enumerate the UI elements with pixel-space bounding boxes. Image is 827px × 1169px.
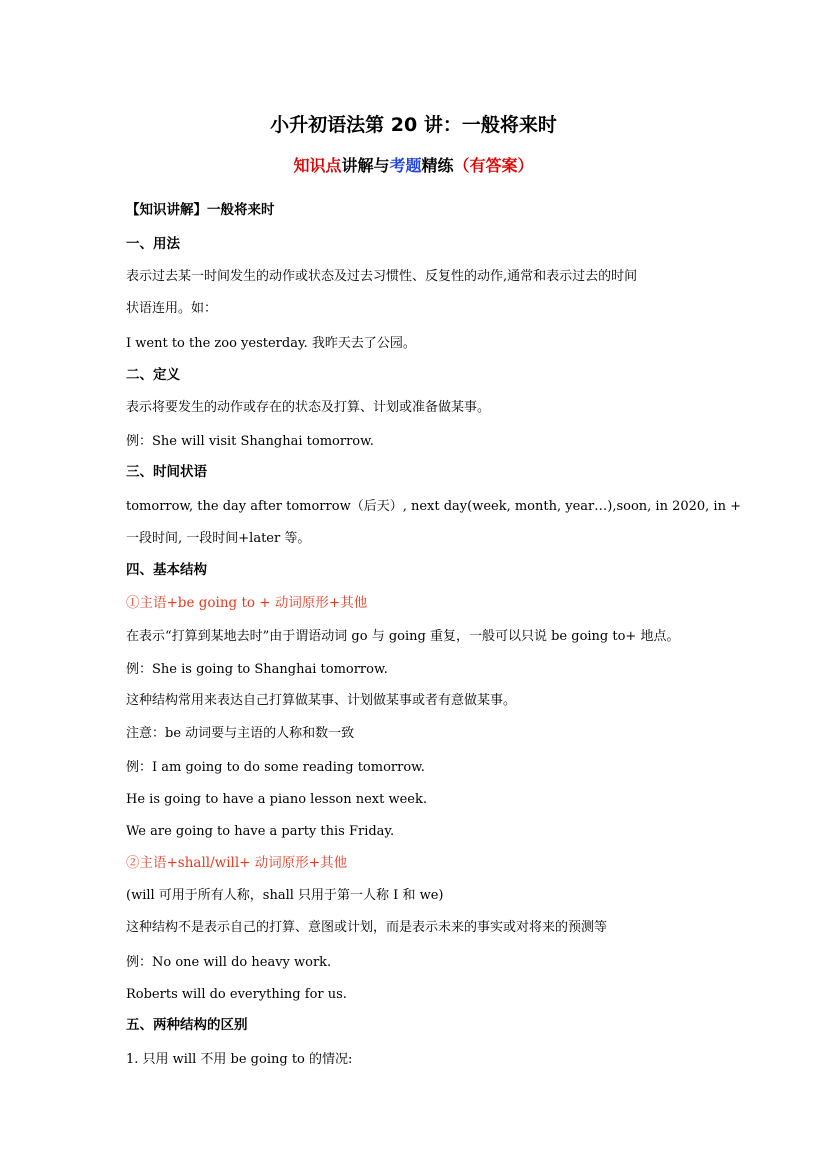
page-subtitle bbox=[0, 154, 827, 178]
subtitle-part-2: 讲解与 bbox=[341, 156, 390, 175]
structure-2-line-2: 这种结构不是表示自己的打算、意图或计划，而是表示未来的事实或对将来的预测等 bbox=[126, 920, 608, 935]
structure-2-line-1: (will 可用于所有人称，shall 只用于第一人称 I 和 we) bbox=[126, 888, 444, 903]
structure-1-line-1: 在表示“打算到某地去时”由于谓语动词 go 与 going 重复，一般可以只说 be going to+ 地点。 bbox=[126, 629, 680, 644]
definition-heading: 二、定义 bbox=[126, 367, 180, 383]
structure-heading: 四、基本结构 bbox=[126, 562, 207, 578]
subtitle-part-3: 考题 bbox=[389, 156, 422, 175]
section-label: 【知识讲解】一般将来时 bbox=[126, 202, 275, 218]
definition-example: 例：She will visit Shanghai tomorrow. bbox=[126, 434, 374, 449]
structure-2-example-2: Roberts will do everything for us. bbox=[126, 987, 347, 1002]
structure-1-example-1: 例：I am going to do some reading tomorrow. bbox=[126, 760, 425, 775]
subtitle-part-1: 知识点 bbox=[293, 156, 342, 175]
structure-1-heading: ①主语+be going to + 动词原形+其他 bbox=[126, 595, 368, 611]
structure-1-line-2: 这种结构常用来表达自己打算做某事、计划做某事或者有意做某事。 bbox=[126, 693, 517, 708]
structure-1-example-3: We are going to have a party this Friday. bbox=[126, 824, 395, 839]
usage-line-1: 表示过去某一时间发生的动作或状态及过去习惯性、反复性的动作,通常和表示过去的时间 bbox=[126, 269, 638, 284]
structure-1-example: 例：She is going to Shanghai tomorrow. bbox=[126, 662, 388, 677]
subtitle-part-5: （有答案） bbox=[453, 156, 534, 175]
usage-line-2: 状语连用。如： bbox=[126, 301, 218, 316]
time-adverbials-line-1: tomorrow, the day after tomorrow（后天）, next day(week, month, year…),soon, in 2020, in + bbox=[126, 499, 741, 514]
structure-2-heading: ②主语+shall/will+ 动词原形+其他 bbox=[126, 855, 348, 871]
difference-item-1: 1. 只用 will 不用 be going to 的情况: bbox=[126, 1052, 353, 1067]
time-adverbials-heading: 三、时间状语 bbox=[126, 464, 207, 480]
structure-1-note: 注意：be 动词要与主语的人称和数一致 bbox=[126, 726, 355, 741]
subtitle-part-4: 精练 bbox=[421, 156, 454, 175]
structure-2-example-1: 例：No one will do heavy work. bbox=[126, 955, 332, 970]
definition-text: 表示将要发生的动作或存在的状态及打算、计划或准备做某事。 bbox=[126, 400, 491, 415]
page-title: 小升初语法第 20 讲：一般将来时 bbox=[270, 114, 557, 136]
structure-1-example-2: He is going to have a piano lesson next week. bbox=[126, 792, 427, 807]
usage-example: I went to the zoo yesterday. 我昨天去了公园。 bbox=[126, 336, 416, 351]
time-adverbials-line-2: 一段时间, 一段时间+later 等。 bbox=[126, 531, 311, 546]
usage-heading: 一、用法 bbox=[126, 236, 180, 252]
difference-heading: 五、两种结构的区别 bbox=[126, 1017, 248, 1033]
